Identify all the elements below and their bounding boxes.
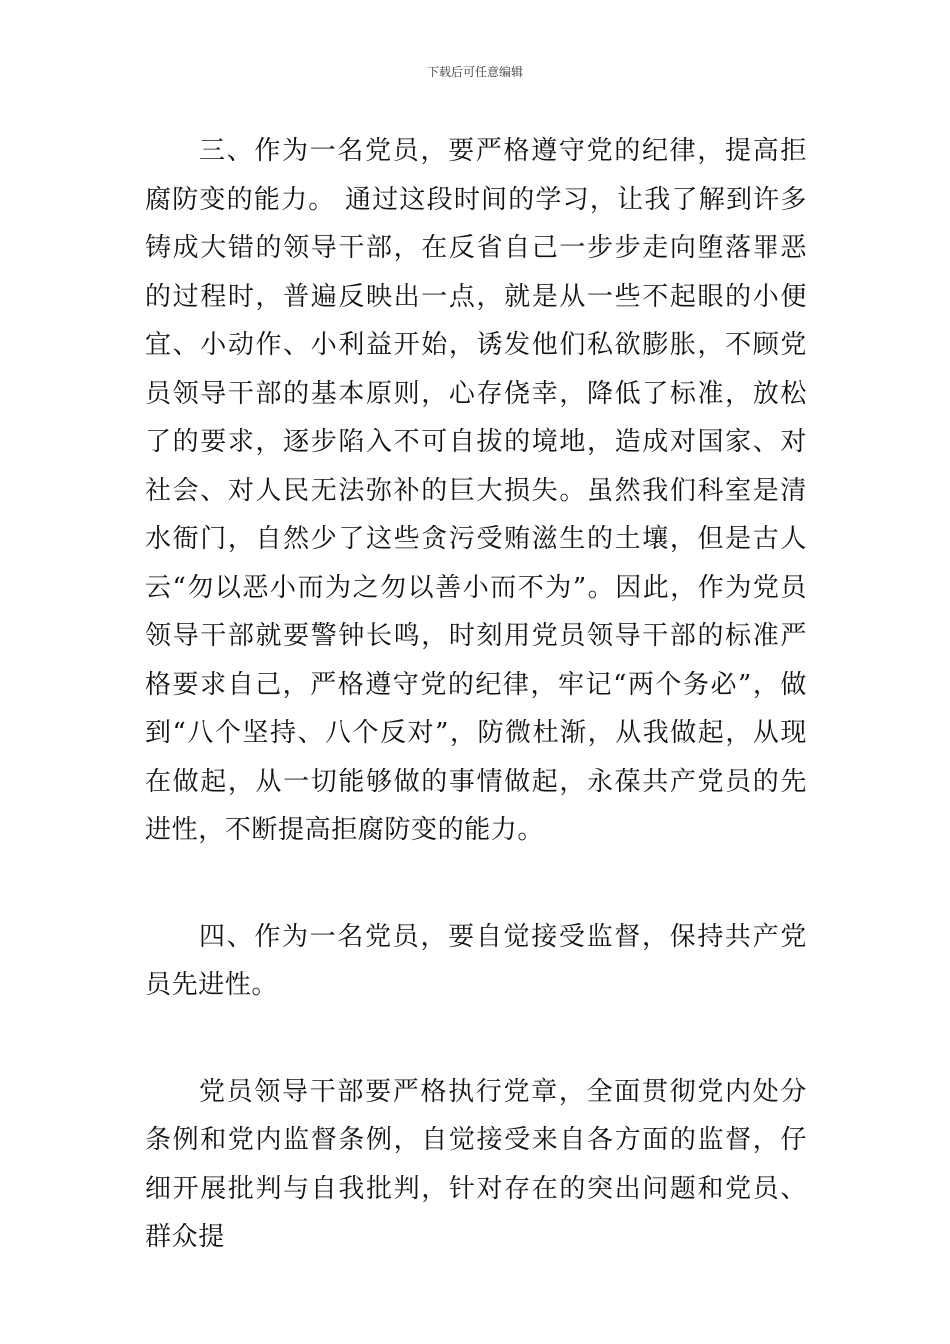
document-body: [145, 127, 807, 1262]
paragraph-section-four-heading: 四、作为一名党员，要自觉接受监督，保持共产党员先进性。: [145, 921, 807, 1000]
paragraph-section-four-body: 党员领导干部要严格执行党章，全面贯彻党内处分条例和党内监督条例，自觉接受来自各方面的监督，仔细开展批判与自我批判，针对存在的突出问题和党员、群众提: [145, 1076, 807, 1252]
paragraph-spacer: [145, 855, 807, 913]
page-header-note: 下载后可任意编辑: [426, 65, 523, 79]
paragraph-spacer: [145, 1010, 807, 1068]
paragraph-section-three: 三、作为一名党员，要严格遵守党的纪律，提高拒腐防变的能力。 通过这段时间的学习，让我了解到许多铸成大错的领导干部，在反省自己一步步走向堕落罪恶的过程时，普遍反映出一点，就是从一些不起眼的小便宜、小动作、小利益开始，诱发他们私欲膨胀，不顾党员领导干部的基本原则，心存侥幸，降低了标准，放松了的要求，逐步陷入不可自拔的境地，造成对国家、对社会、对人民无法弥补的巨大损失。虽然我们科室是清水衙门，自然少了这些贪污受贿滋生的土壤，但是古人云“勿以恶小而为之勿以善小而不为”。因此，作为党员领导干部就要警钟长鸣，时刻用党员领导干部的标准严格要求自己，严格遵守党的纪律，牢记“两个务必”，做到“八个坚持、八个反对”，防微杜渐，从我做起，从现在做起，从一切能够做的事情做起，永葆共产党员的先进性，不断提高拒腐防变的能力。: [145, 136, 807, 845]
